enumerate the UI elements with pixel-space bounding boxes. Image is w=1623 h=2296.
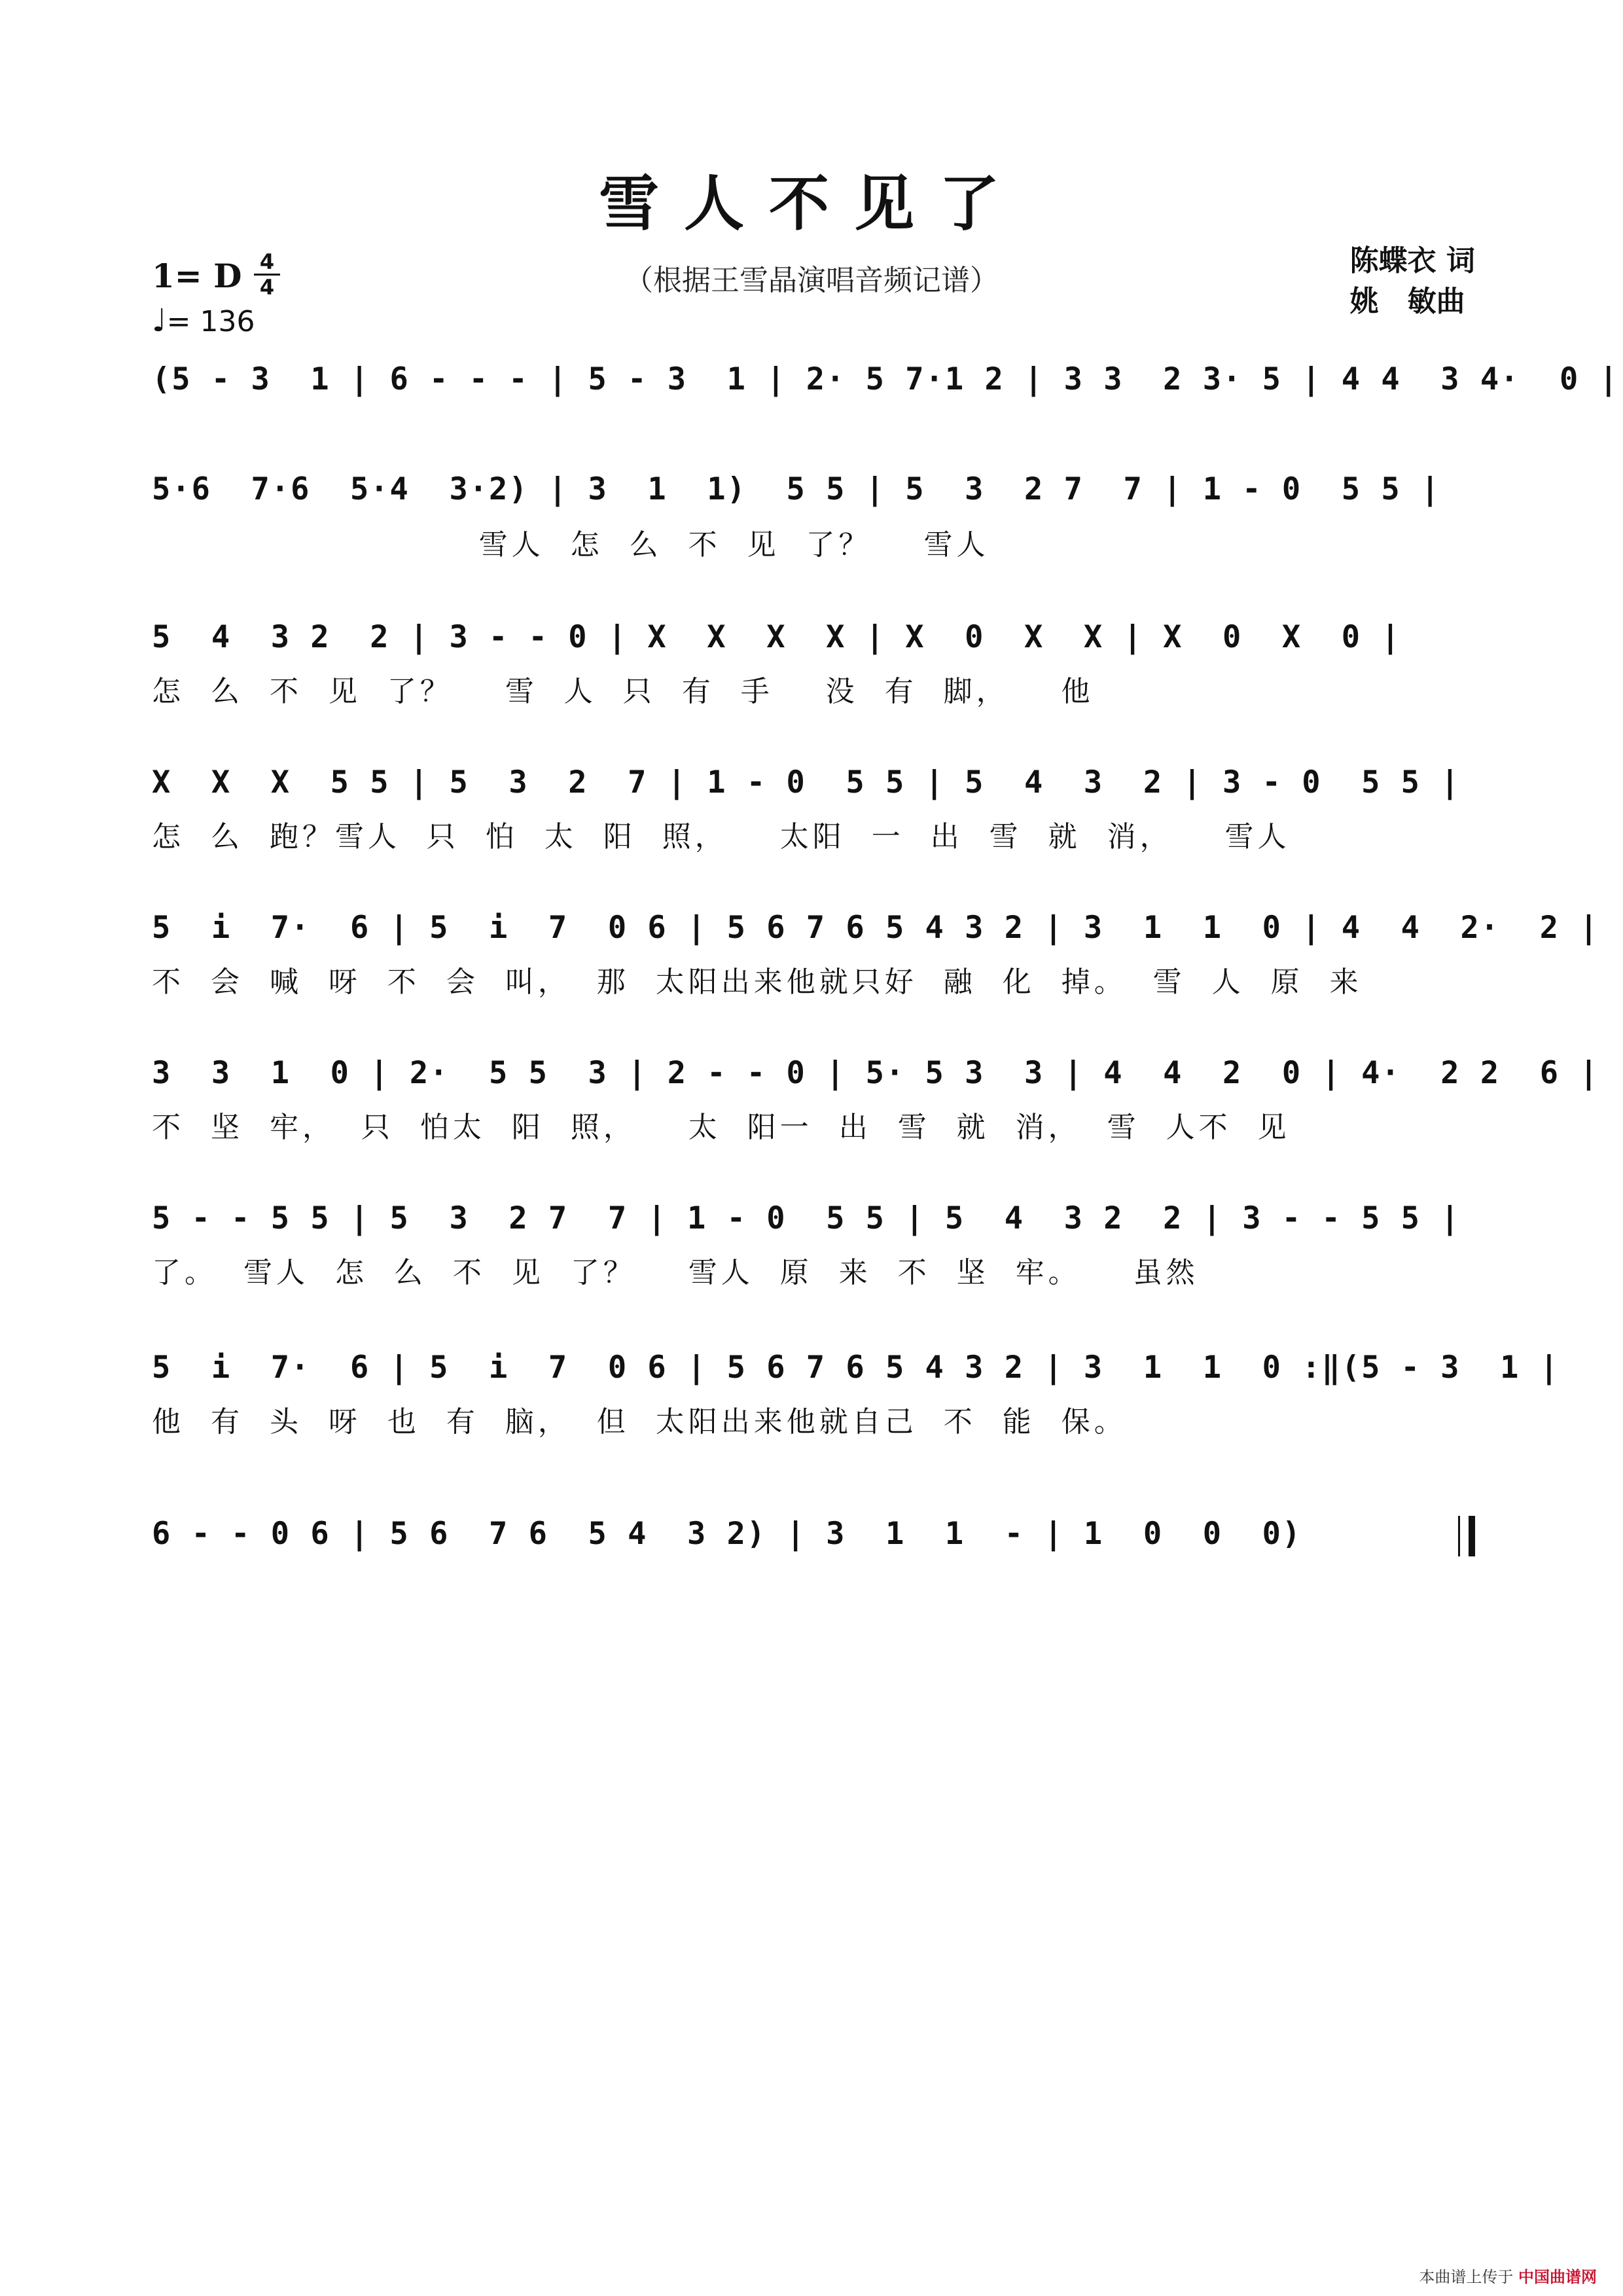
final-barline-thin: [1458, 1516, 1460, 1556]
notation-line-1: (5 - 3 1 | 6 - - - | 5 - 3 1 | 2· 5 7·1 2 | 3 3 2 3· 5 | 4 4 3 4· 0 |: [152, 361, 1619, 397]
notation-line-2: 5·6 7·6 5·4 3·2) | 3 1 1) 5 5 | 5 3 2 7 7 | 1 - 0 5 5 |: [152, 471, 1441, 507]
final-barline-thick: [1469, 1516, 1475, 1556]
notation-line-9: 6 - - 0 6 | 5 6 7 6 5 4 3 2) | 3 1 1 - | 1 0 0 0): [152, 1516, 1302, 1552]
lyrics-line-8: 他 有 头 呀 也 有 脑， 但 太阳出来他就自己 不 能 保。: [152, 1405, 1127, 1439]
lyrics-line-5: 不 会 喊 呀 不 会 叫， 那 太阳出来他就只好 融 化 掉。 雪 人 原 来: [152, 965, 1363, 999]
song-title: 雪人不见了: [598, 168, 1024, 239]
lyrics-line-7: 了。 雪人 怎 么 不 见 了？ 雪人 原 来 不 坚 牢。 虽然: [152, 1256, 1199, 1289]
key-signature: 1= D: [152, 257, 242, 295]
notation-line-3: 5 4 3 2 2 | 3 - - 0 | X X X X | X 0 X X | X 0 X 0 |: [152, 619, 1401, 655]
notation-line-7: 5 - - 5 5 | 5 3 2 7 7 | 1 - 0 5 5 | 5 4 3 2 2 | 3 - - 5 5 |: [152, 1200, 1461, 1236]
notation-line-6: 3 3 1 0 | 2· 5 5 3 | 2 - - 0 | 5· 5 3 3 | 4 4 2 0 | 4· 2 2 6 |: [152, 1055, 1599, 1091]
notation-line-4: X X X 5 5 | 5 3 2 7 | 1 - 0 5 5 | 5 4 3 2 | 3 - 0 5 5 |: [152, 764, 1461, 800]
transcription-note: （根据王雪晶演唱音频记谱）: [624, 264, 999, 297]
footer-text: 本曲谱上传于: [1419, 2268, 1514, 2286]
lyrics-line-4: 怎 么 跑？雪人 只 怕 太 阳 照， 太阳 一 出 雪 就 消， 雪人: [152, 820, 1291, 853]
lyrics-line-2: 雪人 怎 么 不 见 了？ 雪人: [152, 528, 990, 562]
tempo-marking: [152, 302, 255, 339]
site-brand: 中国曲谱网: [1518, 2268, 1597, 2286]
time-signature-bottom: 4: [259, 275, 275, 300]
lyrics-line-6: 不 坚 牢， 只 怕太 阳 照， 太 阳一 出 雪 就 消， 雪 人不 见: [152, 1111, 1291, 1144]
composer-credit: 姚 敏曲: [1349, 285, 1465, 318]
time-signature: [254, 251, 280, 298]
footer-credit: [1419, 2264, 1597, 2287]
time-signature-top: 4: [259, 249, 275, 274]
lyricist-credit: 陈蝶衣 词: [1349, 244, 1475, 278]
credits: [1350, 241, 1475, 322]
lyrics-line-3: 怎 么 不 见 了？ 雪 人 只 有 手 没 有 脚， 他: [152, 675, 1094, 708]
notation-line-5: 5 i 7· 6 | 5 i 7 0 6 | 5 6 7 6 5 4 3 2 | 3 1 1 0 | 4 4 2· 2 |: [152, 910, 1599, 946]
notation-line-8: 5 i 7· 6 | 5 i 7 0 6 | 5 6 7 6 5 4 3 2 | 3 1 1 0 :‖(5 - 3 1 |: [152, 1350, 1560, 1386]
quarter-note-icon: ♩: [152, 302, 167, 339]
tempo-value: = 136: [166, 305, 255, 338]
